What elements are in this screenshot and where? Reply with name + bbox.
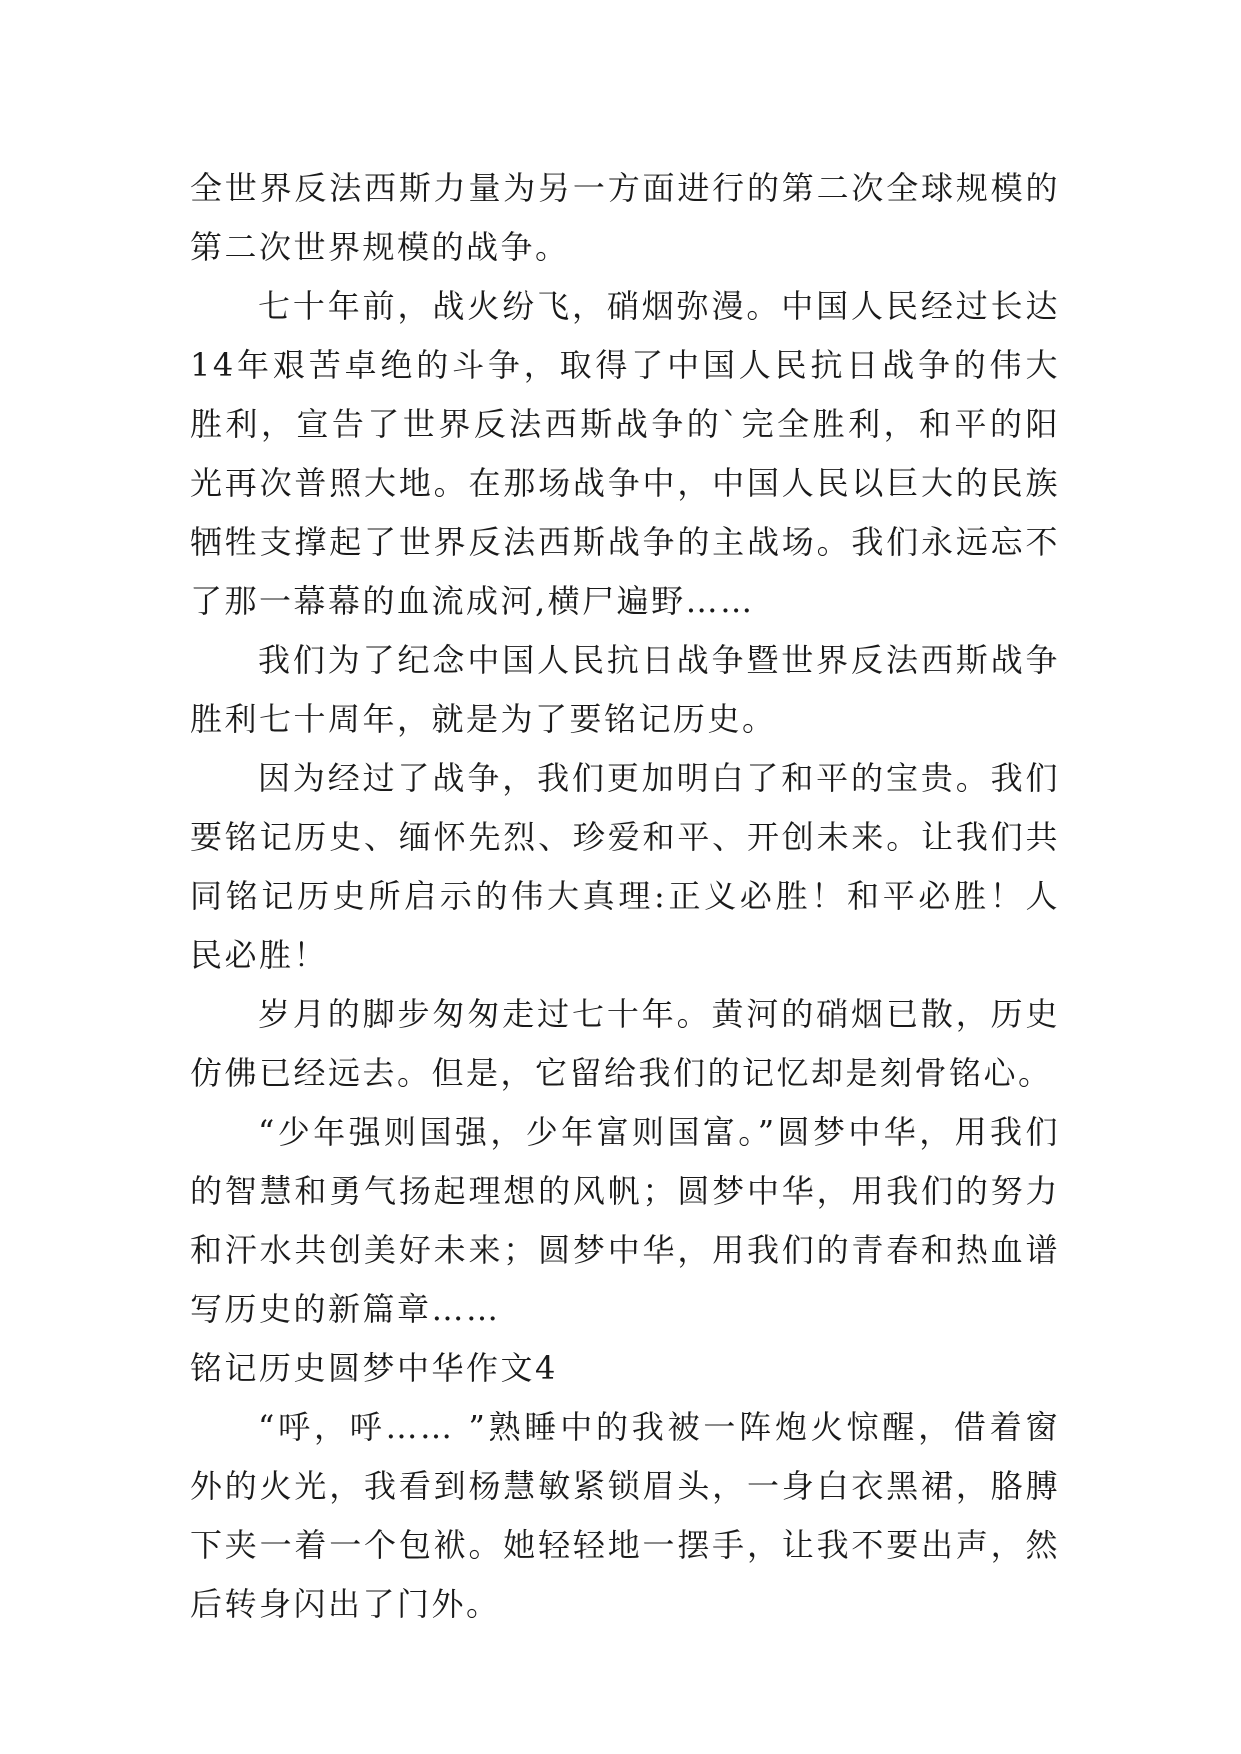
paragraph: 七十年前，战火纷飞，硝烟弥漫。中国人民经过长达14年艰苦卓绝的斗争，取得了中国人民抗日战争的伟大胜利，宣告了世界反法西斯战争的`完全胜利，和平的阳光再次普照大地。在那场战争中，中国人民以巨大的民族牺牲支撑起了世界反法西斯战争的主战场。我们永远忘不了那一幕幕的血流成河,横尸遍野…… xyxy=(190,287,1060,620)
paragraph: “呼，呼…… ”熟睡中的我被一阵炮火惊醒，借着窗外的火光，我看到杨慧敏紧锁眉头，一身白衣黑裙，胳膊下夹一着一个包袱。她轻轻地一摆手，让我不要出声，然后转身闪出了门外。 xyxy=(190,1408,1060,1623)
section-title: 铭记历史圆梦中华作文4 xyxy=(190,1349,558,1387)
paragraph: 岁月的脚步匆匆走过七十年。黄河的硝烟已散，历史仿佛已经远去。但是，它留给我们的记忆却是刻骨铭心。 xyxy=(190,995,1060,1092)
paragraph: “少年强则国强，少年富则国富。”圆梦中华，用我们的智慧和勇气扬起理想的风帆；圆梦中华，用我们的努力和汗水共创美好未来；圆梦中华，用我们的青春和热血谱写历史的新篇章…… xyxy=(190,1113,1060,1328)
paragraph: 因为经过了战争，我们更加明白了和平的宝贵。我们要铭记历史、缅怀先烈、珍爱和平、开创未来。让我们共同铭记历史所启示的伟大真理:正义必胜！和平必胜！人民必胜！ xyxy=(190,759,1060,974)
document-body xyxy=(190,159,1060,1634)
paragraph: 全世界反法西斯力量为另一方面进行的第二次全球规模的第二次世界规模的战争。 xyxy=(190,169,1060,266)
paragraph: 我们为了纪念中国人民抗日战争暨世界反法西斯战争胜利七十周年，就是为了要铭记历史。 xyxy=(190,641,1060,738)
